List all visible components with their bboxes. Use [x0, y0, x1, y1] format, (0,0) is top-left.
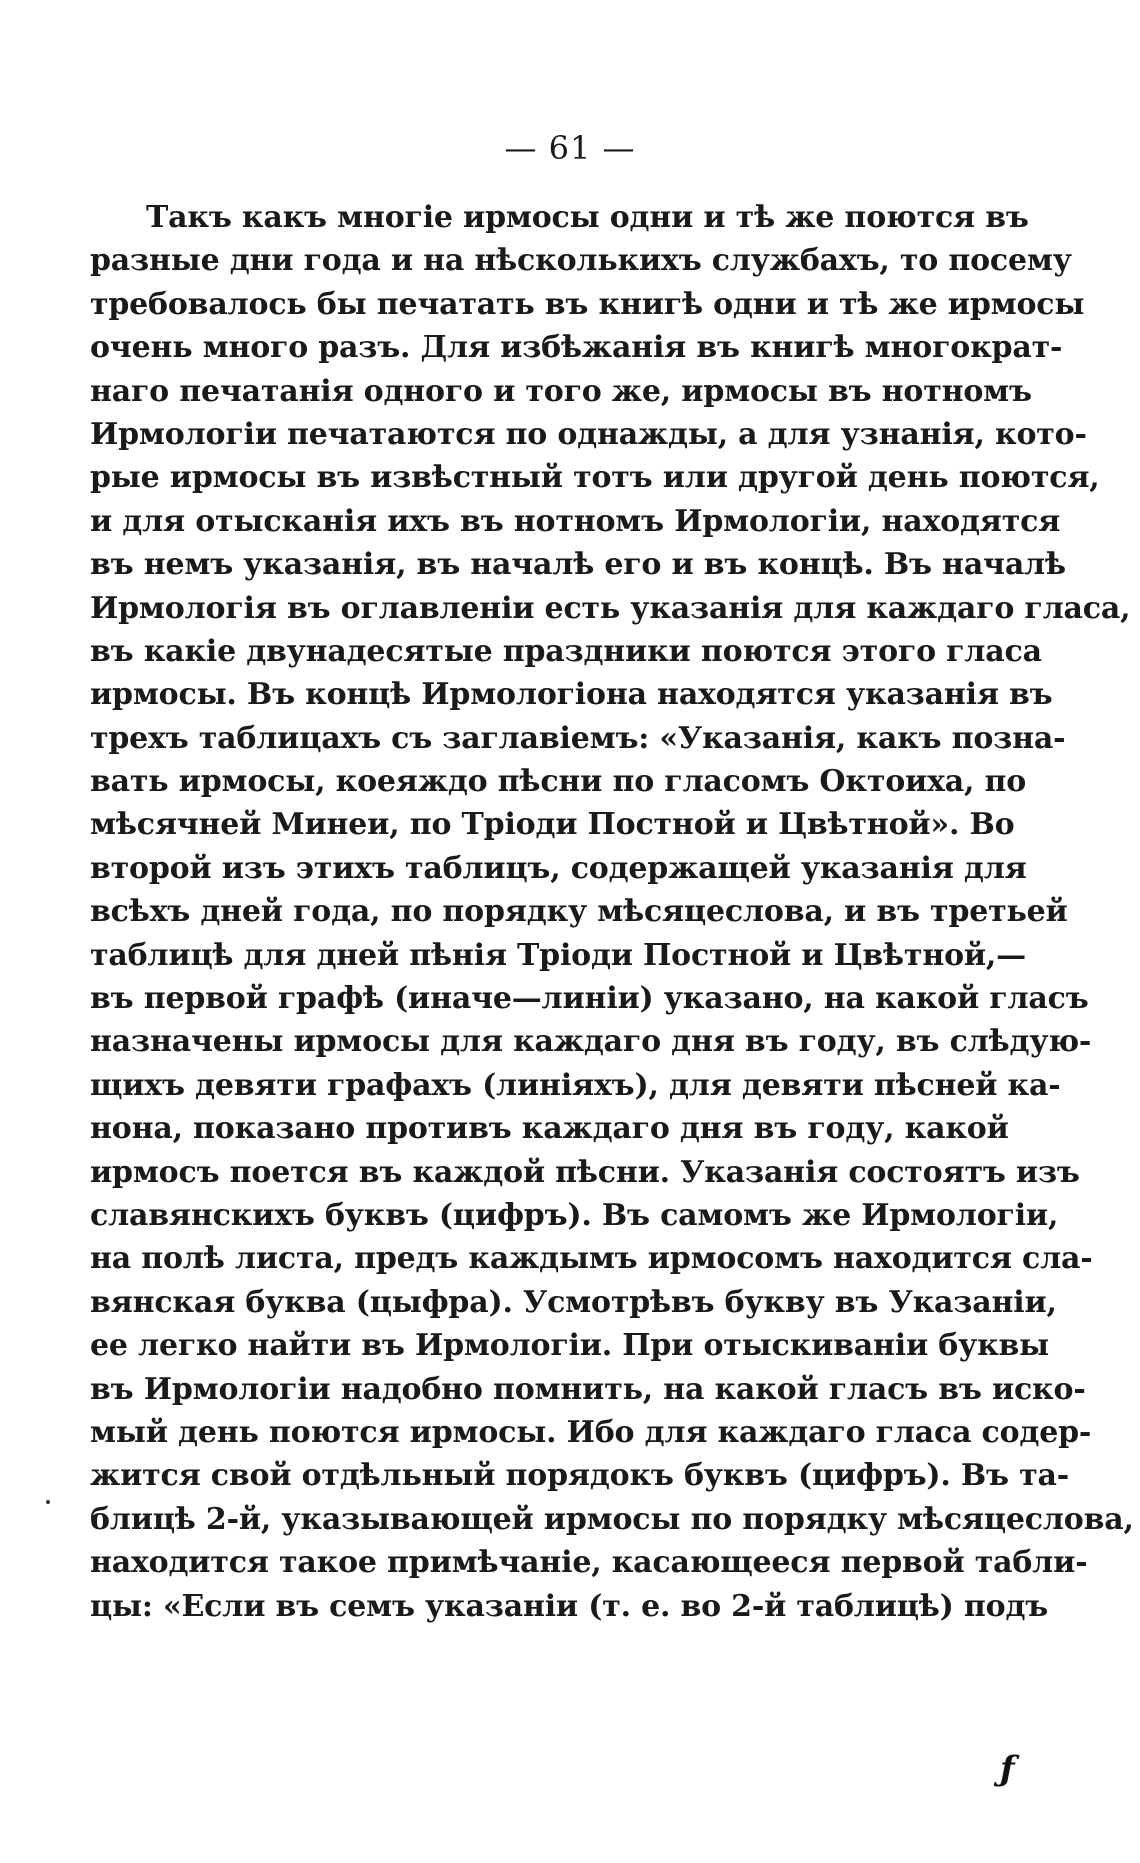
text-line: рые ирмосы въ извѣстный тотъ или другой день поются,: [90, 460, 1100, 496]
text-line: цы: «Если въ семъ указаніи (т. е. во 2-й таблицѣ) подъ: [90, 1588, 1049, 1624]
text-line: въ какіе двунадесятые праздники поются этого гласа: [90, 633, 1042, 669]
text-line: требовалось бы печатать въ книгѣ одни и тѣ же ирмосы: [90, 286, 1085, 322]
text-line: жится свой отдѣльный порядокъ буквъ (цифръ). Въ та-: [90, 1458, 1069, 1494]
text-line: блицѣ 2-й, указывающей ирмосы по порядку мѣсяцеслова,: [90, 1501, 1134, 1537]
page-number: — 61 —: [504, 129, 636, 167]
text-line: трехъ таблицахъ съ заглавіемъ: «Указанія, какъ позна-: [90, 720, 1066, 756]
margin-dot: [46, 1500, 50, 1504]
text-line: вать ирмосы, коеяждо пѣсни по гласомъ Октоиха, по: [90, 764, 1027, 800]
text-line: ее легко найти въ Ирмологіи. При отыскиваніи буквы: [90, 1328, 1050, 1364]
text-line: въ Ирмологіи надобно помнить, на какой гласъ въ иско-: [90, 1371, 1086, 1407]
text-line: назначены ирмосы для каждаго дня въ году, въ слѣдую-: [90, 1024, 1092, 1060]
text-line: Такъ какъ многіе ирмосы одни и тѣ же поются въ: [146, 200, 1029, 235]
text-line: находится такое примѣчаніе, касающееся первой табли-: [90, 1545, 1088, 1581]
text-line: славянскихъ буквъ (цифръ). Въ самомъ же Ирмологіи,: [90, 1197, 1059, 1233]
text-line: Ирмологія въ оглавленіи есть указанія для каждаго гласа,: [90, 590, 1131, 626]
signature-mark: ƒ: [1000, 1749, 1015, 1789]
text-line: въ немъ указанія, въ началѣ его и въ концѣ. Въ началѣ: [90, 547, 1066, 583]
text-line: второй изъ этихъ таблицъ, содержащей указанія для: [90, 850, 1027, 886]
text-line: Ирмологіи печатаются по однажды, а для узнанія, кото-: [90, 416, 1087, 452]
text-line: ирмосъ поется въ каждой пѣсни. Указанія состоятъ изъ: [90, 1154, 1080, 1190]
text-line: и для отысканія ихъ въ нотномъ Ирмологіи, находятся: [90, 503, 1061, 539]
text-line: наго печатанія одного и того же, ирмосы въ нотномъ: [90, 373, 1032, 409]
body-text: [90, 196, 1134, 1628]
text-line: таблицѣ для дней пѣнія Тріоди Постной и Цвѣтной,—: [90, 937, 1026, 973]
text-line: на полѣ листа, предъ каждымъ ирмосомъ находится сла-: [90, 1241, 1093, 1277]
text-line: щихъ девяти графахъ (линіяхъ), для девяти пѣсней ка-: [90, 1067, 1061, 1103]
text-line: въ первой графѣ (иначе—линіи) указано, на какой гласъ: [90, 981, 1089, 1017]
text-line: нона, показано противъ каждаго дня въ году, какой: [90, 1111, 1009, 1147]
text-line: мый день поются ирмосы. Ибо для каждаго гласа содер-: [90, 1414, 1092, 1450]
text-line: ирмосы. Въ концѣ Ирмологіона находятся указанія въ: [90, 677, 1053, 713]
text-line: разные дни года и на нѣсколькихъ службахъ, то посему: [90, 243, 1072, 279]
text-line: вянская буква (цыфра). Усмотрѣвъ букву въ Указаніи,: [90, 1284, 1057, 1320]
text-line: всѣхъ дней года, по порядку мѣсяцеслова, и въ третьей: [90, 894, 1068, 930]
text-line: очень много разъ. Для избѣжанія въ книгѣ многократ-: [90, 330, 1063, 366]
text-line: мѣсячней Минеи, по Тріоди Постной и Цвѣтной». Во: [90, 807, 1015, 843]
